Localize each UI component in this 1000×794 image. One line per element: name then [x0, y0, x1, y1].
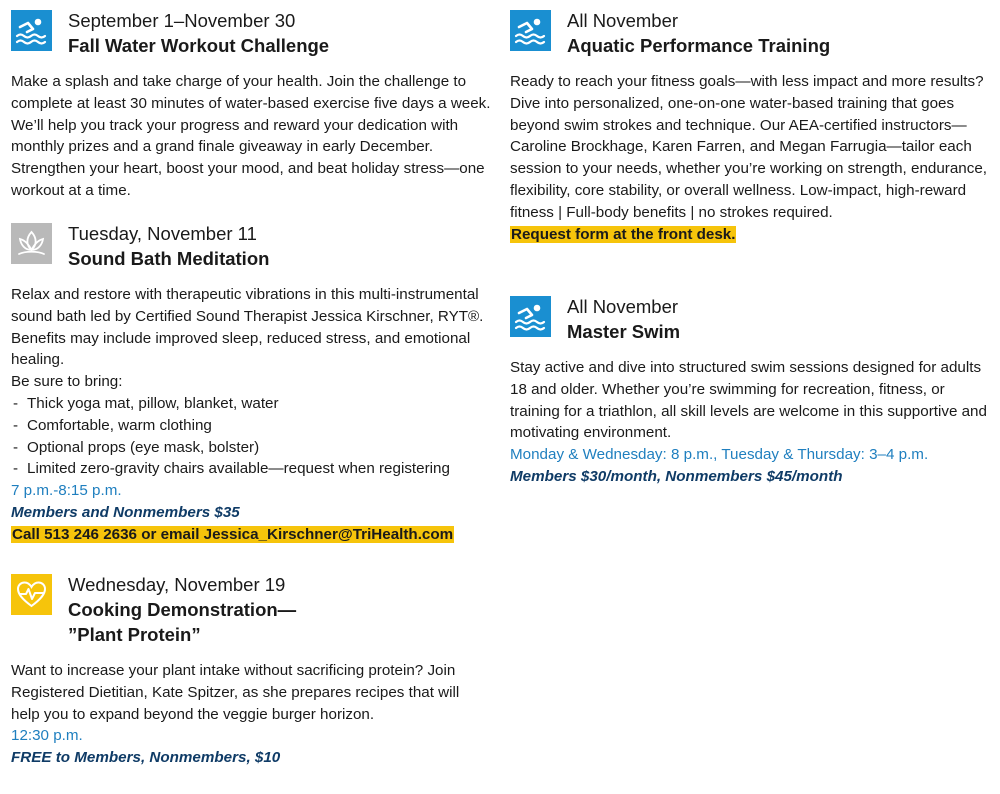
list-item: - Thick yoga mat, pillow, blanket, water [11, 393, 491, 415]
event-sound-bath [11, 221, 491, 546]
event-time: 12:30 p.m. [11, 727, 83, 745]
event-date: Wednesday, November 19 [68, 574, 286, 595]
event-description: Ready to reach your fitness goals—with less impact and more results? Dive into personalized, one-on-one water-based training that goes beyond swim strokes and technique. Our AEA-certified instructors—Caroline Brockhage, Karen Farren, and Megan Farrugia—tailor each session to your needs, whether you’re working on strength, endurance, flexibility, core stability, or overall wellness. Low-impact, high-reward fitness | Full-body benefits | no strokes required. [510, 73, 987, 221]
event-description: Stay active and dive into structured swim sessions designed for adults 18 and older. Whether you’re swimming for recreation, fitness, or training for a triathlon, all skill levels are welcome in this supportive and motivating environment. [510, 359, 987, 442]
bring-label: Be sure to bring: [11, 373, 123, 391]
event-date: All November [567, 296, 679, 317]
event-date: September 1–November 30 [68, 10, 296, 31]
event-price: Members $30/month, Nonmembers $45/month [510, 467, 843, 485]
event-description: Make a splash and take charge of your health. Join the challenge to complete at least 30 minutes of water-based exercise five days a week. We’ll help you track your progress and reward your dedication with monthly prizes and a grand finale giveaway in early December. Strengthen your heart, boost your mood, and beat holiday stress—one workout at a time. [11, 73, 491, 199]
event-master-swim [510, 294, 990, 488]
event-fall-water-workout [11, 8, 491, 202]
lotus-icon [11, 223, 52, 264]
event-time: Monday & Wednesday: 8 p.m., Tuesday & Thursday: 3–4 p.m. [510, 446, 929, 464]
event-title: Master Swim [567, 321, 681, 342]
heart-pulse-icon [11, 574, 52, 615]
swimmer-icon [510, 296, 551, 337]
event-title: Fall Water Workout Challenge [68, 35, 330, 56]
list-item: - Optional props (eye mask, bolster) [11, 437, 491, 459]
event-date: All November [567, 10, 679, 31]
event-price: Members and Nonmembers $35 [11, 503, 240, 521]
event-description: Want to increase your plant intake without sacrificing protein? Join Registered Dietitian, Kate Spitzer, as she prepares recipes that will help you to expand beyond the veggie burger horizon. [11, 662, 460, 723]
event-aquatic-performance [510, 8, 990, 245]
list-item: - Comfortable, warm clothing [11, 415, 491, 437]
event-date: Tuesday, November 11 [68, 223, 257, 244]
contact-highlight: Request form at the front desk. [511, 225, 736, 243]
swimmer-icon [11, 10, 52, 51]
contact-highlight: Call 513 246 2636 or email Jessica_Kirschner@TriHealth.com [12, 525, 454, 543]
event-price: FREE to Members, Nonmembers, $10 [11, 749, 281, 767]
event-title: Sound Bath Meditation [68, 248, 270, 269]
event-title-line1: Cooking Demonstration— [68, 599, 297, 620]
swimmer-icon [510, 10, 551, 51]
event-description: Relax and restore with therapeutic vibrations in this multi-instrumental sound bath led by Certified Sound Therapist Jessica Kirschner, RYT®. Benefits may include improved sleep, reduced stress, and emotional healing. [11, 286, 484, 369]
bring-list [11, 393, 491, 480]
event-cooking-demo [11, 572, 491, 769]
list-item: - Limited zero-gravity chairs available—request when registering [11, 458, 491, 480]
event-title-line2: ”Plant Protein” [68, 624, 201, 645]
event-time: 7 p.m.-8:15 p.m. [11, 482, 122, 500]
event-title: Aquatic Performance Training [567, 35, 831, 56]
